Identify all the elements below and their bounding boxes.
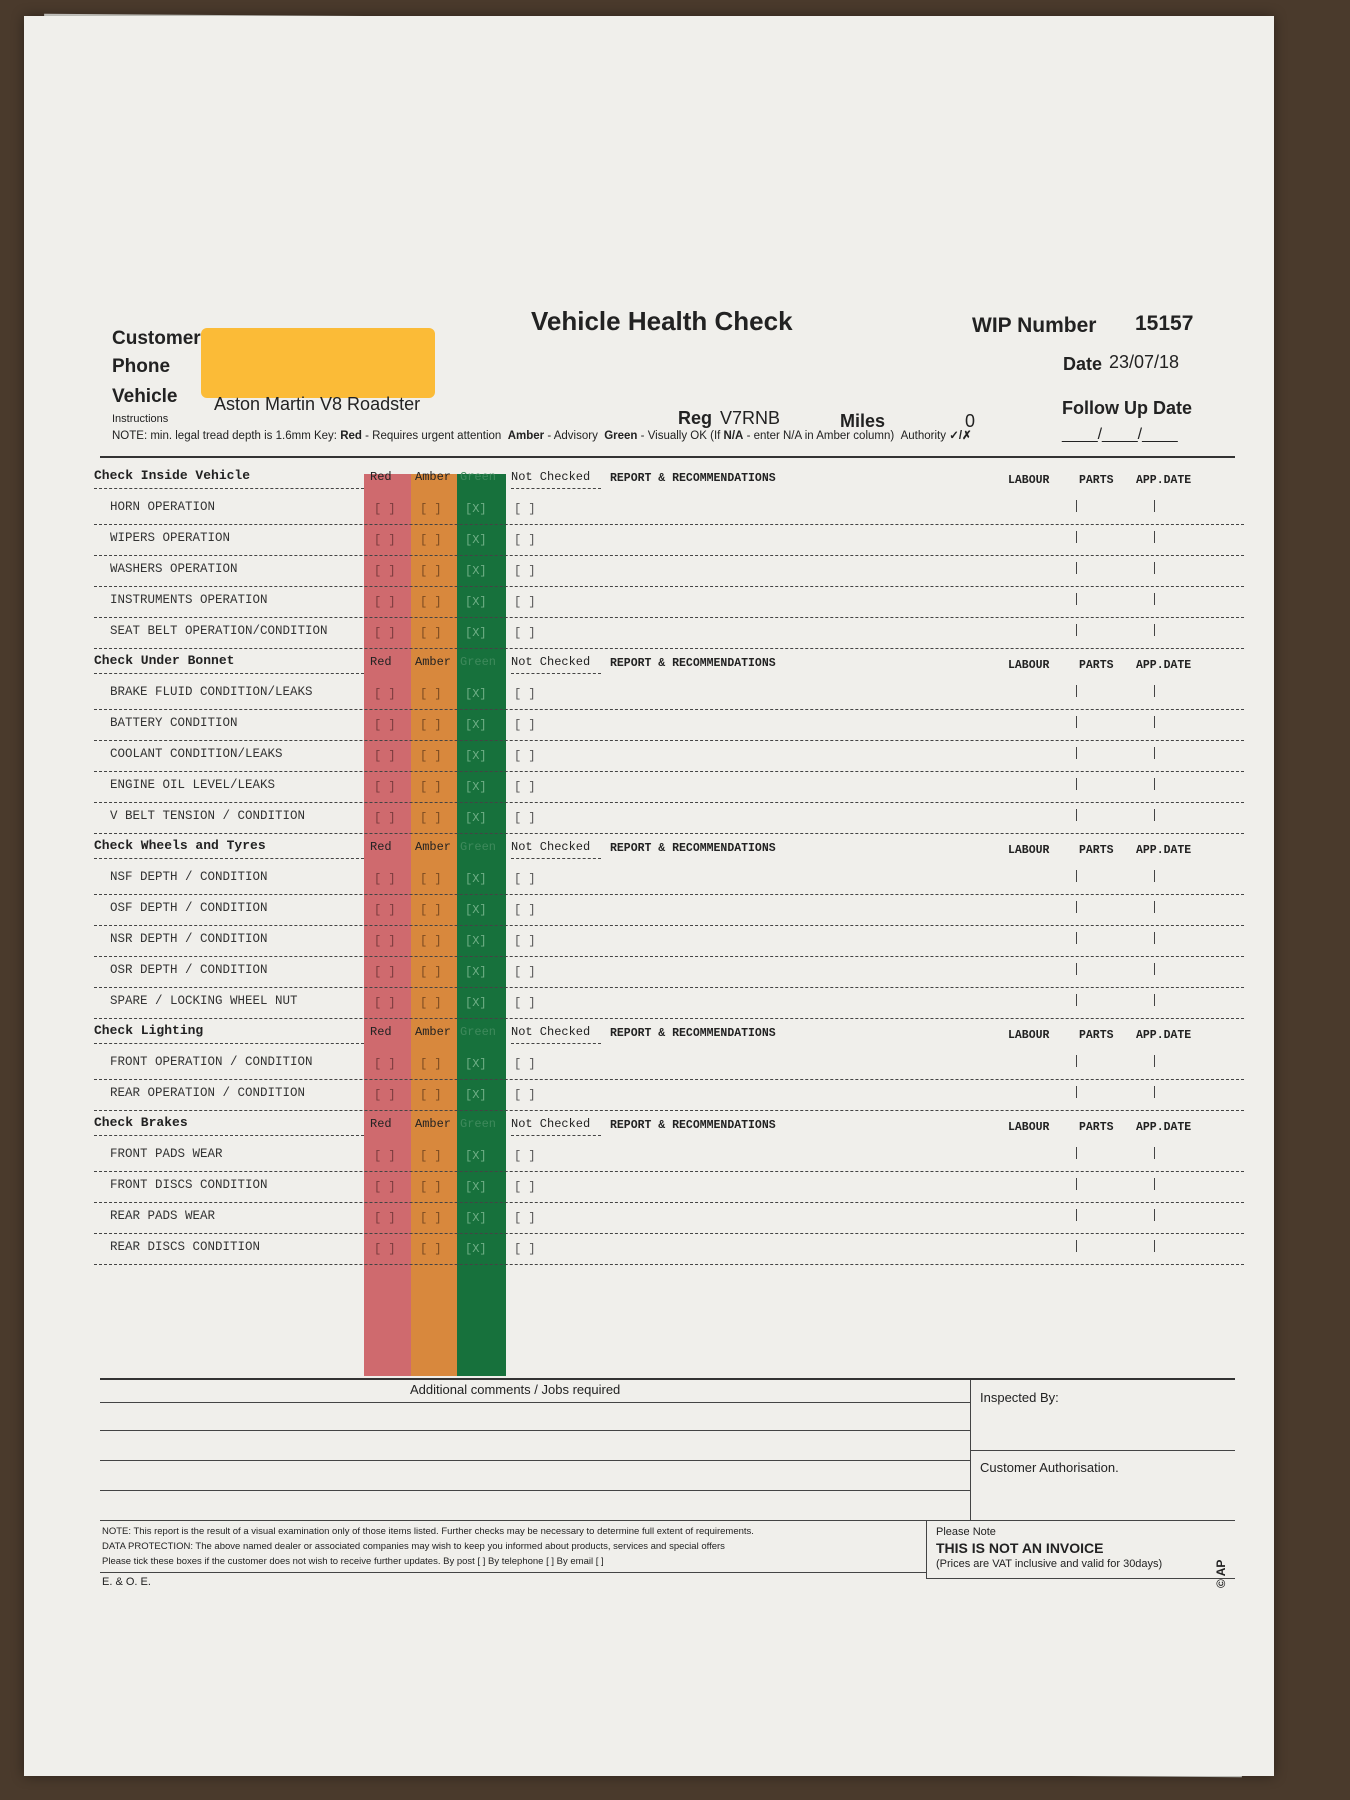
red-checkbox[interactable]: [ ] [374,626,396,640]
row-divider [94,1264,1244,1265]
amber-checkbox[interactable]: [ ] [420,749,442,763]
parts-date-tick [1154,500,1155,512]
note-line-3: Please tick these boxes if the customer does not wish to receive further updates. By post [ ] By telephone [ ] By email [ ] [102,1556,604,1567]
check-item-label: FRONT PADS WEAR [110,1147,223,1161]
col-amber-label: Amber [415,1117,452,1131]
key-na: N/A [723,430,744,442]
green-checkbox-checked[interactable]: [X] [465,564,487,578]
comments-line-3 [100,1460,970,1461]
red-checkbox[interactable]: [ ] [374,1180,396,1194]
amber-checkbox[interactable]: [ ] [420,626,442,640]
not-invoice: THIS IS NOT AN INVOICE [936,1540,1104,1556]
not-checked-checkbox[interactable]: [ ] [514,903,536,917]
labour-parts-tick [1076,932,1077,944]
labour-parts-tick [1076,1209,1077,1221]
col-not-checked-label: Not Checked [511,1025,591,1039]
check-row [24,1234,1274,1265]
not-checked-checkbox[interactable]: [ ] [514,934,536,948]
col-labour-label: LABOUR [1008,1121,1050,1134]
section-title: Check Under Bonnet [94,653,235,668]
check-item-label: V BELT TENSION / CONDITION [110,809,306,823]
check-item-label: FRONT DISCS CONDITION [110,1178,268,1192]
red-checkbox[interactable]: [ ] [374,1057,396,1071]
not-checked-underline [511,1135,601,1136]
section-underline [94,673,364,674]
red-checkbox[interactable]: [ ] [374,1088,396,1102]
col-labour-label: LABOUR [1008,659,1050,672]
key-na-desc: - enter N/A in Amber column) [746,430,895,442]
comments-bottom-line [100,1520,1235,1521]
key-note: NOTE: min. legal tread depth is 1.6mm Key: [112,430,337,442]
section-underline [94,858,364,859]
green-checkbox-checked[interactable]: [X] [465,1088,487,1102]
parts-date-tick [1154,809,1155,821]
col-green-label: Green [460,1117,497,1131]
check-item-label: REAR DISCS CONDITION [110,1240,261,1254]
col-report-label: REPORT & RECOMMENDATIONS [610,1027,776,1040]
col-report-label: REPORT & RECOMMENDATIONS [610,1119,776,1132]
invoice-bottom-line [926,1578,1235,1579]
check-item-label: NSF DEPTH / CONDITION [110,870,268,884]
not-checked-checkbox[interactable]: [ ] [514,749,536,763]
follow-up-value: ____/____/____ [1062,426,1178,443]
parts-date-tick [1154,1147,1155,1159]
col-green-label: Green [460,1025,497,1039]
check-item-label: COOLANT CONDITION/LEAKS [110,747,283,761]
inspected-line [970,1450,1235,1451]
red-checkbox[interactable]: [ ] [374,1242,396,1256]
reg-label: Reg [678,408,713,428]
check-item-label: REAR PADS WEAR [110,1209,216,1223]
amber-checkbox[interactable]: [ ] [420,872,442,886]
labour-parts-tick [1076,1055,1077,1067]
check-item-label: SPARE / LOCKING WHEEL NUT [110,994,298,1008]
red-checkbox[interactable]: [ ] [374,780,396,794]
customer-auth-label: Customer Authorisation. [980,1460,1119,1475]
parts-date-tick [1154,624,1155,636]
parts-date-tick [1154,932,1155,944]
green-checkbox-checked[interactable]: [X] [465,1211,487,1225]
amber-checkbox[interactable]: [ ] [420,934,442,948]
amber-checkbox[interactable]: [ ] [420,996,442,1010]
col-green-label: Green [460,655,497,669]
labour-parts-tick [1076,901,1077,913]
col-red-label: Red [370,840,392,854]
col-amber-label: Amber [415,1025,452,1039]
parts-date-tick [1154,963,1155,975]
not-checked-checkbox[interactable]: [ ] [514,595,536,609]
please-note: Please Note [936,1526,996,1538]
key-green: Green [604,430,638,442]
col-not-checked-label: Not Checked [511,840,591,854]
date-value: 23/07/18 [1109,352,1180,372]
red-checkbox[interactable]: [ ] [374,934,396,948]
footer-divider [100,1378,1235,1380]
labour-parts-tick [1076,994,1077,1006]
check-row [24,587,1274,618]
green-checkbox-checked[interactable]: [X] [465,502,487,516]
amber-checkbox[interactable]: [ ] [420,1242,442,1256]
col-report-label: REPORT & RECOMMENDATIONS [610,842,776,855]
invoice-divider [926,1520,927,1578]
check-row [24,679,1274,710]
reg-value: V7RNB [720,408,781,428]
vehicle-label: Vehicle [112,386,178,407]
check-row [24,494,1274,525]
not-checked-checkbox[interactable]: [ ] [514,1149,536,1163]
green-checkbox-checked[interactable]: [X] [465,965,487,979]
section-header [24,649,1274,677]
check-row [24,864,1274,895]
green-checkbox-checked[interactable]: [X] [465,1149,487,1163]
not-checked-checkbox[interactable]: [ ] [514,780,536,794]
check-item-label: FRONT OPERATION / CONDITION [110,1055,313,1069]
check-row [24,1141,1274,1172]
section-header [24,1111,1274,1139]
key-authority: Authority [900,430,946,442]
red-checkbox[interactable]: [ ] [374,811,396,825]
red-checkbox[interactable]: [ ] [374,996,396,1010]
red-checkbox[interactable]: [ ] [374,564,396,578]
check-item-label: HORN OPERATION [110,500,216,514]
green-checkbox-checked[interactable]: [X] [465,811,487,825]
col-not-checked-label: Not Checked [511,1117,591,1131]
parts-date-tick [1154,593,1155,605]
parts-date-tick [1154,747,1155,759]
green-checkbox-checked[interactable]: [X] [465,718,487,732]
key-green-desc: - Visually OK (If [640,430,721,442]
green-checkbox-checked[interactable]: [X] [465,626,487,640]
green-checkbox-checked[interactable]: [X] [465,533,487,547]
check-row [24,618,1274,649]
labour-parts-tick [1076,624,1077,636]
labour-parts-tick [1076,593,1077,605]
amber-checkbox[interactable]: [ ] [420,718,442,732]
parts-date-tick [1154,1055,1155,1067]
parts-date-tick [1154,716,1155,728]
parts-date-tick [1154,1240,1155,1252]
check-row [24,710,1274,741]
col-red-label: Red [370,1025,392,1039]
col-parts-label: PARTS [1079,1121,1114,1134]
not-checked-checkbox[interactable]: [ ] [514,564,536,578]
note-line-1: NOTE: This report is the result of a visual examination only of those items listed. Further checks may be necessary to determine full extent of requirements. [102,1526,754,1537]
check-row [24,803,1274,834]
green-checkbox-checked[interactable]: [X] [465,1057,487,1071]
check-row [24,1080,1274,1111]
red-checkbox[interactable]: [ ] [374,687,396,701]
col-app-date-label: APP.DATE [1136,1121,1192,1134]
col-parts-label: PARTS [1079,844,1114,857]
green-checkbox-checked[interactable]: [X] [465,749,487,763]
page-title: Vehicle Health Check [531,306,793,336]
red-checkbox[interactable]: [ ] [374,965,396,979]
check-row [24,1172,1274,1203]
col-parts-label: PARTS [1079,474,1114,487]
labour-parts-tick [1076,778,1077,790]
check-item-label: REAR OPERATION / CONDITION [110,1086,306,1100]
col-amber-label: Amber [415,470,452,484]
labour-parts-tick [1076,1178,1077,1190]
wip-number: 15157 [1135,312,1194,335]
amber-checkbox[interactable]: [ ] [420,502,442,516]
red-checkbox[interactable]: [ ] [374,1149,396,1163]
amber-checkbox[interactable]: [ ] [420,1057,442,1071]
labour-parts-tick [1076,1240,1077,1252]
section-header [24,464,1274,492]
labour-parts-tick [1076,963,1077,975]
footer-notes [102,1524,922,1569]
not-checked-checkbox[interactable]: [ ] [514,1180,536,1194]
wip-label: WIP Number [972,314,1097,337]
section-underline [94,488,364,489]
red-checkbox[interactable]: [ ] [374,718,396,732]
parts-date-tick [1154,994,1155,1006]
check-row [24,895,1274,926]
labour-parts-tick [1076,716,1077,728]
labour-parts-tick [1076,562,1077,574]
col-red-label: Red [370,470,392,484]
not-checked-underline [511,673,601,674]
col-amber-label: Amber [415,655,452,669]
labour-parts-tick [1076,1086,1077,1098]
vehicle-value: Aston Martin V8 Roadster [214,394,421,414]
col-app-date-label: APP.DATE [1136,474,1192,487]
not-checked-checkbox[interactable]: [ ] [514,687,536,701]
check-row [24,1049,1274,1080]
green-checkbox-checked[interactable]: [X] [465,687,487,701]
labour-parts-tick [1076,531,1077,543]
parts-date-tick [1154,531,1155,543]
section-underline [94,1135,364,1136]
labour-parts-tick [1076,1147,1077,1159]
not-checked-checkbox[interactable]: [ ] [514,965,536,979]
green-checkbox-checked[interactable]: [X] [465,996,487,1010]
check-row [24,525,1274,556]
not-checked-checkbox[interactable]: [ ] [514,1088,536,1102]
red-checkbox[interactable]: [ ] [374,533,396,547]
header-divider [100,456,1235,458]
labour-parts-tick [1076,500,1077,512]
authority-marks: ✓/✗ [949,430,972,442]
eoe-label: E. & O. E. [102,1576,151,1588]
section-header [24,1019,1274,1047]
col-not-checked-label: Not Checked [511,655,591,669]
customer-label: Customer [112,328,201,349]
date-label: Date [1063,354,1103,374]
check-row [24,1203,1274,1234]
col-red-label: Red [370,655,392,669]
amber-checkbox[interactable]: [ ] [420,903,442,917]
col-labour-label: LABOUR [1008,844,1050,857]
brand-logo: © AP [1214,1559,1228,1588]
redaction-block [201,328,435,398]
comments-line-4 [100,1490,970,1491]
green-checkbox-checked[interactable]: [X] [465,1242,487,1256]
col-labour-label: LABOUR [1008,474,1050,487]
amber-checkbox[interactable]: [ ] [420,1149,442,1163]
section-title: Check Brakes [94,1115,188,1130]
key-red-desc: - Requires urgent attention [365,430,502,442]
amber-checkbox[interactable]: [ ] [420,564,442,578]
check-item-label: OSF DEPTH / CONDITION [110,901,268,915]
note-line-2: DATA PROTECTION: The above named dealer or associated companies may wish to keep you informed about products, services and special offers [102,1541,725,1552]
red-checkbox[interactable]: [ ] [374,502,396,516]
key-amber: Amber [507,430,545,442]
key-amber-desc: - Advisory [547,430,598,442]
not-checked-checkbox[interactable]: [ ] [514,1057,536,1071]
green-checkbox-checked[interactable]: [X] [465,903,487,917]
labour-parts-tick [1076,685,1077,697]
check-item-label: ENGINE OIL LEVEL/LEAKS [110,778,276,792]
amber-checkbox[interactable]: [ ] [420,965,442,979]
section-underline [94,1043,364,1044]
amber-checkbox[interactable]: [ ] [420,687,442,701]
col-labour-label: LABOUR [1008,1029,1050,1042]
labour-parts-tick [1076,747,1077,759]
comments-label: Additional comments / Jobs required [410,1382,621,1397]
section-header [24,834,1274,862]
not-checked-checkbox[interactable]: [ ] [514,996,536,1010]
amber-checkbox[interactable]: [ ] [420,1180,442,1194]
miles-value: 0 [965,411,976,431]
inspected-by-label: Inspected By: [980,1390,1059,1405]
col-green-label: Green [460,840,497,854]
red-checkbox[interactable]: [ ] [374,903,396,917]
parts-date-tick [1154,1178,1155,1190]
green-checkbox-checked[interactable]: [X] [465,595,487,609]
col-report-label: REPORT & RECOMMENDATIONS [610,657,776,670]
parts-date-tick [1154,1209,1155,1221]
col-app-date-label: APP.DATE [1136,1029,1192,1042]
parts-date-tick [1154,901,1155,913]
parts-date-tick [1154,1086,1155,1098]
green-checkbox-checked[interactable]: [X] [465,1180,487,1194]
check-row [24,957,1274,988]
amber-checkbox[interactable]: [ ] [420,595,442,609]
check-item-label: SEAT BELT OPERATION/CONDITION [110,624,328,638]
not-checked-checkbox[interactable]: [ ] [514,1211,536,1225]
labour-parts-tick [1076,870,1077,882]
red-checkbox[interactable]: [ ] [374,749,396,763]
labour-parts-tick [1076,809,1077,821]
not-checked-underline [511,488,601,489]
parts-date-tick [1154,562,1155,574]
not-checked-checkbox[interactable]: [ ] [514,626,536,640]
col-app-date-label: APP.DATE [1136,844,1192,857]
instructions-label: Instructions [112,413,169,425]
section-title: Check Wheels and Tyres [94,838,266,853]
col-not-checked-label: Not Checked [511,470,591,484]
col-green-label: Green [460,470,497,484]
red-checkbox[interactable]: [ ] [374,872,396,886]
red-checkbox[interactable]: [ ] [374,595,396,609]
amber-checkbox[interactable]: [ ] [420,811,442,825]
not-checked-checkbox[interactable]: [ ] [514,533,536,547]
not-checked-checkbox[interactable]: [ ] [514,502,536,516]
parts-date-tick [1154,778,1155,790]
col-parts-label: PARTS [1079,659,1114,672]
key-red: Red [340,430,362,442]
section-title: Check Inside Vehicle [94,468,251,483]
col-parts-label: PARTS [1079,1029,1114,1042]
not-checked-checkbox[interactable]: [ ] [514,872,536,886]
col-amber-label: Amber [415,840,452,854]
section-title: Check Lighting [94,1023,204,1038]
amber-checkbox[interactable]: [ ] [420,1088,442,1102]
col-app-date-label: APP.DATE [1136,659,1192,672]
col-report-label: REPORT & RECOMMENDATIONS [610,472,776,485]
check-item-label: BRAKE FLUID CONDITION/LEAKS [110,685,313,699]
not-checked-checkbox[interactable]: [ ] [514,718,536,732]
comments-line-1 [100,1402,970,1403]
health-check-sheet [24,16,1274,1776]
amber-checkbox[interactable]: [ ] [420,533,442,547]
not-checked-underline [511,858,601,859]
check-row [24,772,1274,803]
check-item-label: WIPERS OPERATION [110,531,231,545]
green-checkbox-checked[interactable]: [X] [465,934,487,948]
follow-up-label: Follow Up Date [1062,398,1192,418]
check-row [24,926,1274,957]
parts-date-tick [1154,870,1155,882]
parts-date-tick [1154,685,1155,697]
not-checked-checkbox[interactable]: [ ] [514,1242,536,1256]
prices-note: (Prices are VAT inclusive and valid for 30days) [936,1558,1163,1570]
check-item-label: NSR DEPTH / CONDITION [110,932,268,946]
green-checkbox-checked[interactable]: [X] [465,780,487,794]
check-item-label: OSR DEPTH / CONDITION [110,963,268,977]
not-checked-underline [511,1043,601,1044]
notes-bottom-line [100,1572,926,1573]
key-line [112,428,972,442]
col-red-label: Red [370,1117,392,1131]
check-item-label: BATTERY CONDITION [110,716,238,730]
green-checkbox-checked[interactable]: [X] [465,872,487,886]
amber-checkbox[interactable]: [ ] [420,780,442,794]
phone-label: Phone [112,356,171,377]
miles-label: Miles [840,411,886,431]
check-row [24,556,1274,587]
amber-checkbox[interactable]: [ ] [420,1211,442,1225]
check-item-label: WASHERS OPERATION [110,562,238,576]
not-checked-checkbox[interactable]: [ ] [514,811,536,825]
check-row [24,988,1274,1019]
check-row [24,741,1274,772]
red-checkbox[interactable]: [ ] [374,1211,396,1225]
check-item-label: INSTRUMENTS OPERATION [110,593,268,607]
comments-line-2 [100,1430,970,1431]
